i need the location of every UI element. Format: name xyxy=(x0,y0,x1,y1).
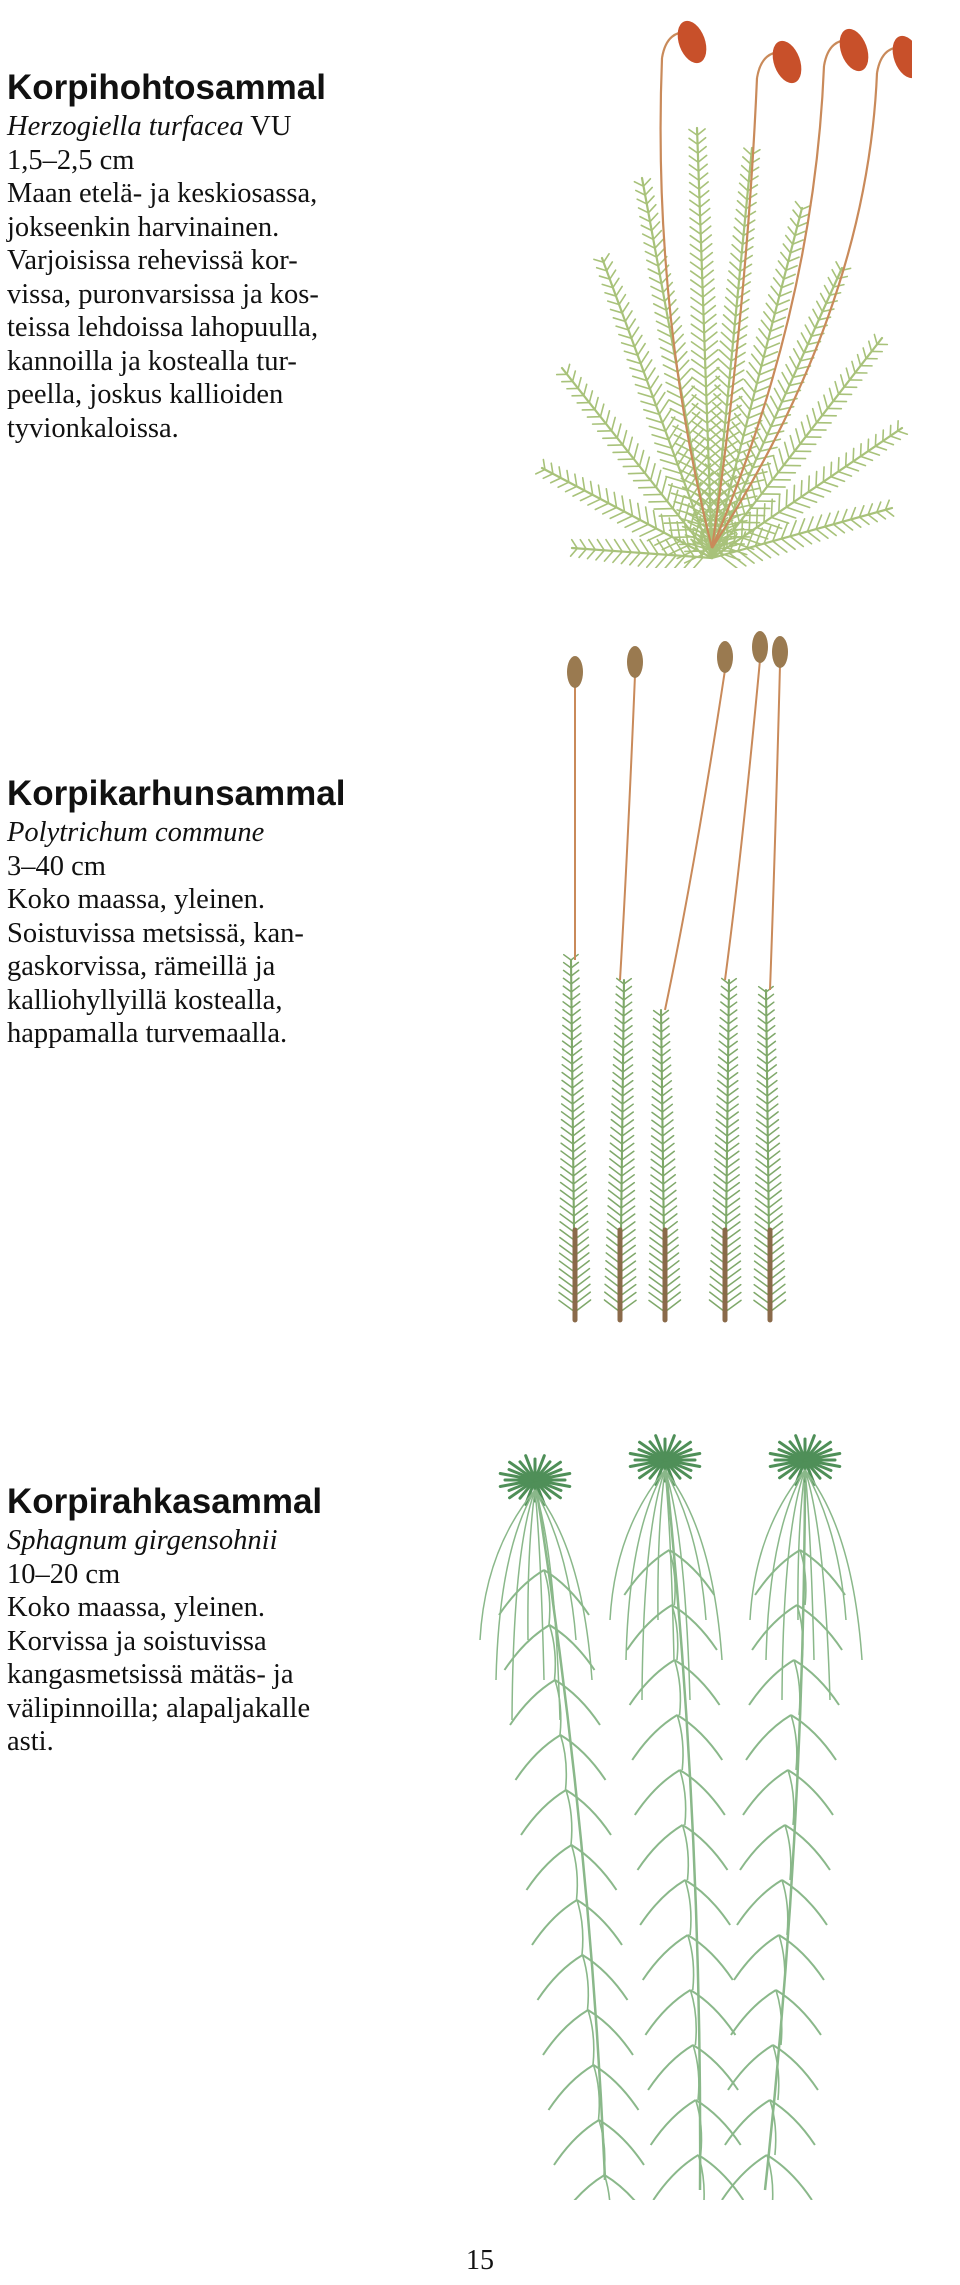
description-line: tyvionkaloissa. xyxy=(7,412,179,444)
description-line: kannoilla ja kostealla tur- xyxy=(7,345,297,377)
size-range: 10–20 cm xyxy=(7,1558,121,1590)
species-name: Korpikarhunsammal xyxy=(7,774,346,813)
description-line: asti. xyxy=(7,1726,54,1757)
description-line: jokseenkin harvinainen. xyxy=(7,211,280,243)
size-range: 3–40 cm xyxy=(7,850,106,882)
description-line: gaskorvissa, rämeillä ja xyxy=(7,951,276,982)
latin-line xyxy=(7,110,527,144)
species-entry-korpikarhunsammal xyxy=(7,772,527,1051)
description-line: Maan etelä- ja keskiosassa, xyxy=(7,178,318,209)
latin-name: Herzogiella turfacea xyxy=(7,111,244,142)
description-line: välipinnoilla; alapaljakalle xyxy=(7,1692,311,1724)
latin-name: Sphagnum girgensohnii xyxy=(7,1525,278,1556)
description-line: Koko maassa, yleinen. xyxy=(7,884,266,915)
herzogiella-moss-illustration xyxy=(512,8,912,568)
description-line: happamalla turvemaalla. xyxy=(7,1018,288,1049)
description-line: vissa, puronvarsissa ja kos- xyxy=(7,278,319,310)
polytrichum-moss-illustration xyxy=(530,620,830,1350)
description-line: Korvissa ja soistuvissa xyxy=(7,1625,267,1657)
description-line: Koko maassa, yleinen. xyxy=(7,1592,266,1623)
description-line: kangasmetsissä mätäs- ja xyxy=(7,1659,294,1690)
description-line: peella, joskus kallioiden xyxy=(7,379,284,410)
species-entry-korpihohtosammal xyxy=(7,66,527,445)
species-name: Korpihohtosammal xyxy=(7,68,326,107)
description-line: teissa lehdoissa lahopuulla, xyxy=(7,312,319,343)
page-number: 15 xyxy=(466,2245,494,2276)
description-line: Varjoisissa rehevissä kor- xyxy=(7,245,298,276)
species-entry-korpirahkasammal xyxy=(7,1480,527,1759)
description-line: Soistuvissa metsissä, kan- xyxy=(7,917,304,949)
species-name: Korpirahkasammal xyxy=(7,1482,323,1521)
size-range: 1,5–2,5 cm xyxy=(7,144,135,176)
latin-name: Polytrichum commune xyxy=(7,817,265,848)
sphagnum-moss-illustration xyxy=(455,1410,925,2200)
status-code: VU xyxy=(250,111,292,142)
description-line: kalliohyllyillä kostealla, xyxy=(7,984,283,1016)
